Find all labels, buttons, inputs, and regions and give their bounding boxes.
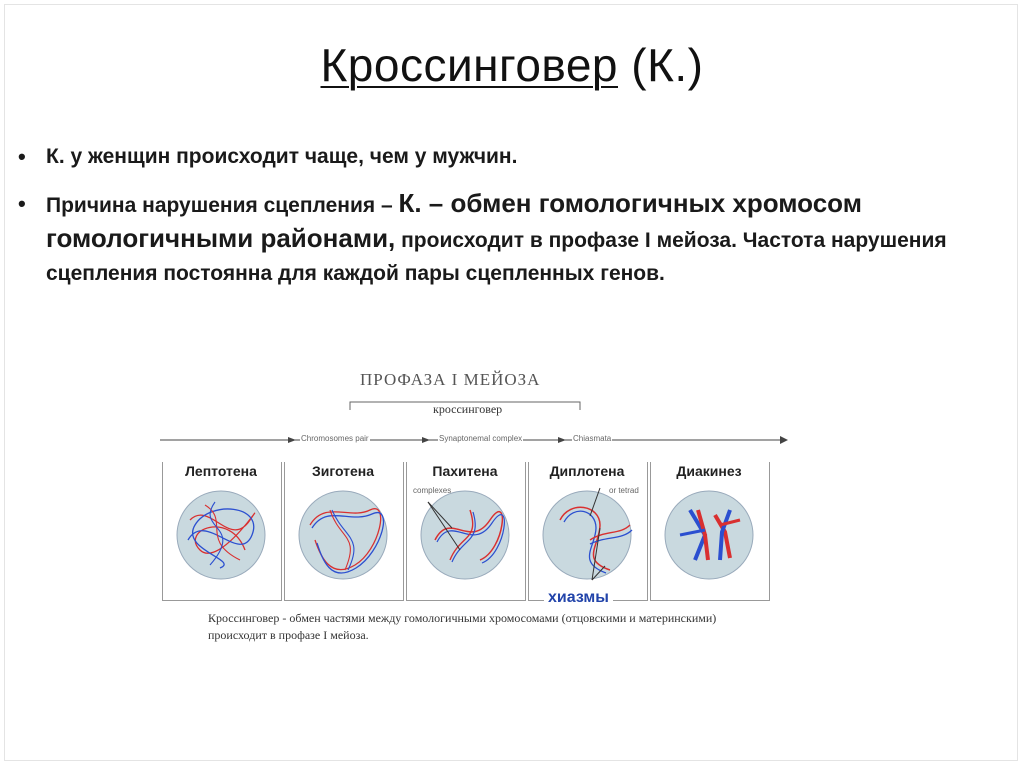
chiasmata-label: хиазмы bbox=[544, 589, 613, 607]
stage-label-diplotene: Диплотена bbox=[549, 463, 625, 479]
bullet-2-emphasis: К. – обмен гомологичных хромосом гомологичными районами, bbox=[46, 188, 862, 253]
arrow-label-chromosomes: Chromosomes pair bbox=[301, 434, 369, 443]
bullet-1 bbox=[18, 140, 1008, 173]
stage-label-zygotene: Зиготена bbox=[311, 463, 375, 479]
bullet-2-part1: Причина нарушения сцепления – bbox=[46, 194, 399, 217]
arrow-label-synaptonemal: Synaptonemal complex bbox=[439, 434, 523, 443]
bullet-list bbox=[18, 140, 1008, 304]
cell-zygotene bbox=[299, 491, 387, 579]
title-main: Кроссинговер bbox=[320, 39, 618, 91]
cells-drawing bbox=[160, 480, 810, 620]
crossing-over-label: кроссинговер bbox=[433, 402, 503, 416]
stage-label-leptotene: Лептотена bbox=[185, 463, 257, 479]
stage-label-diakinesis: Диакинез bbox=[676, 463, 742, 479]
bullet-dot-icon: • bbox=[18, 191, 26, 216]
complexes-label: complexes bbox=[413, 486, 452, 495]
figure-caption: Кроссинговер - обмен частями между гомологичными хромосомами (отцовскими и материнскими) происходит в профазе I мейоза. bbox=[208, 611, 717, 642]
figure-title: ПРОФАЗА I МЕЙОЗА bbox=[360, 370, 541, 389]
cell-diplotene bbox=[543, 488, 632, 580]
title-suffix: (К.) bbox=[618, 39, 704, 91]
bullet-2 bbox=[18, 187, 1008, 290]
bullet-1-text: К. у женщин происходит чаще, чем у мужчин. bbox=[46, 145, 518, 168]
cell-diakinesis bbox=[665, 491, 753, 579]
cell-leptotene bbox=[177, 491, 265, 579]
meiosis-figure bbox=[160, 370, 810, 655]
slide-title bbox=[0, 38, 1024, 92]
bullet-dot-icon: • bbox=[18, 144, 26, 169]
stage-label-pachytene: Пахитена bbox=[432, 463, 498, 479]
tetrad-label: or tetrad bbox=[609, 486, 639, 495]
bullet-2-part2: происходит в профазе I мейоза. Частота нарушения сцепления постоянна для каждой пары сцепленных генов. bbox=[46, 229, 947, 285]
arrow-label-chiasmata: Chiasmata bbox=[573, 434, 612, 443]
cell-pachytene bbox=[421, 491, 509, 579]
